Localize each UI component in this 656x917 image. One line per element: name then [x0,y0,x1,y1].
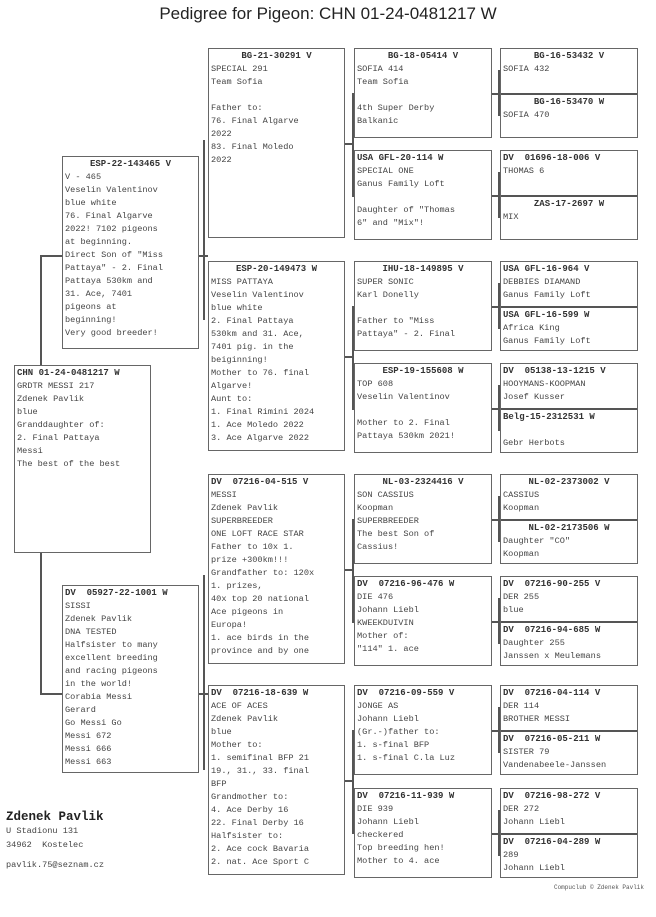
gg-grandparents-pair [500,48,638,138]
ring-number: ZAS-17-2697 W [533,199,605,209]
gg-grandparent-sire[interactable] [501,151,637,195]
ring-number: BG-21-30291 V [241,51,312,61]
gg-grandparents-pair [500,685,638,775]
great-grandparent-card[interactable] [354,685,492,775]
ring-number: NL-02-2173506 W [528,523,610,533]
bird-info-line [357,302,489,315]
ring-number: USA GFL-16-599 W [503,310,590,320]
bird-info-line: SISTER 79 [503,747,550,757]
great-grandparent-card[interactable] [354,150,492,240]
gg-grandparent-dam[interactable] [501,93,637,137]
bird-info-line: 6" and "Mix"! [357,218,425,228]
bird-info-line: 289 [503,850,519,860]
bird-info-line: Messi 672 [65,731,112,741]
ring-number: BG-18-05414 V [387,51,459,61]
great-grandparent-card[interactable] [354,474,492,564]
bird-info-line: Ganus Family Loft [503,290,591,300]
great-grandparent-card[interactable] [354,48,492,138]
bird-info-line: 1. Ace Moledo 2022 [211,420,304,430]
gg-grandparent-dam[interactable] [501,833,637,877]
bird-info-line: Pattaya" - 2. Final [357,329,455,339]
gg-grandparent-sire[interactable] [501,789,637,833]
bird-info-line: Gerard [65,705,96,715]
bird-info-line: Johann Liebl [357,714,419,724]
gg-grandparents-pair [500,474,638,564]
bird-info-line: Corabia Messi [65,692,133,702]
grandparent-card[interactable] [208,685,345,875]
owner-address-1: U Stadionu 131 [6,826,79,836]
bird-info-line: Mother to 76. final [211,368,309,378]
bird-info-line: checkered [357,830,404,840]
bird-info-line: Mother to 2. Final [357,418,450,428]
connector-line [498,598,500,644]
bird-info-line: DER 272 [503,804,540,814]
bird-info-line: 83. Final Moledo [211,142,294,152]
bird-info-line: Father to: [211,103,263,113]
bird-info-line: DER 114 [503,701,540,711]
bird-info-line: DEBBIES DIAMAND [503,277,581,287]
ring-number: DV 05138-13-1215 V [503,366,606,376]
bird-info-line: Grandmother to: [211,792,289,802]
bird-info-line: Pattaya" - 2. Final [65,263,163,273]
bird-info-line: Vandenabeele-Janssen [503,760,607,770]
bird-info-line: THOMAS 6 [503,166,545,176]
bird-info-line: Koopman [357,503,394,513]
bird-info-line: The best Son of [357,529,435,539]
ring-number: IHU-18-149895 V [382,264,464,274]
bird-info-line: DER 255 [503,592,540,602]
bird-info-line: and racing pigeons [65,666,158,676]
bird-info-line: beginning! [65,315,117,325]
owner-info [6,810,104,872]
bird-info-line: SUPER SONIC [357,277,414,287]
ring-number: DV 07216-94-685 W [503,625,601,635]
ring-number: DV 07216-04-289 W [503,837,601,847]
connector-line [498,810,500,856]
bird-info-line: at beginning. [65,237,133,247]
ring-number: Belg-15-2312531 W [503,412,595,422]
bird-info-line: Very good breeder! [65,328,158,338]
connector-line [40,255,62,257]
sire-card[interactable] [62,156,199,349]
gg-grandparents-pair [500,261,638,351]
bird-info-line: 530km and 31. Ace, [211,329,304,339]
bird-info-line: Ganus Family Loft [357,179,445,189]
bird-info-line: SUPERBREEDER [357,516,419,526]
connector-line [352,519,354,623]
bird-info-line: 76. Final Algarve [65,211,153,221]
bird-info-line: 22. Final Derby 16 [211,818,304,828]
gg-grandparent-dam[interactable] [501,195,637,239]
bird-info-line: BROTHER MESSI [503,714,571,724]
bird-info-line: Team Sofia [211,77,263,87]
grandparent-card[interactable] [208,48,345,238]
bird-info-line: HOOYMANS-KOOPMAN [503,379,586,389]
great-grandparent-card[interactable] [354,261,492,351]
ring-number: DV 07216-18-639 W [211,688,309,698]
bird-info-line: prize +300km!!! [211,555,289,565]
gg-grandparent-sire[interactable] [501,475,637,519]
bird-info-line: Mother of: [357,631,409,641]
great-grandparent-card[interactable] [354,788,492,878]
bird-info-line: blue [503,605,524,615]
bird-info-line: 7401 pig. in the [211,342,294,352]
bird-info-line: TOP 608 [357,379,394,389]
bird-info-line: Top breeding hen! [357,843,445,853]
bird-info-line: 40x top 20 national [211,594,309,604]
gg-grandparent-sire[interactable] [501,686,637,730]
bird-info-line: beiginning! [211,355,268,365]
ring-number: CHN 01-24-0481217 W [17,368,120,378]
bird-info-line: province and by one [211,646,309,656]
gg-grandparent-dam[interactable] [501,519,637,563]
ring-number: DV 07216-11-939 W [357,791,455,801]
bird-info-line: blue white [211,303,263,313]
connector-line [498,172,500,218]
bird-info-line: 2. Final Pattaya [211,316,294,326]
bird-info-line: Johann Liebl [503,817,565,827]
bird-info-line: SUPERBREEDER [211,516,273,526]
bird-info-line: "114" 1. ace [357,644,419,654]
bird-info-line: 19., 31., 33. final [211,766,309,776]
bird-info-line: SON CASSIUS [357,490,414,500]
bird-info-line: 4th Super Derby [357,103,435,113]
bird-info-line: Veselin Valentinov [211,290,304,300]
connector-line [203,140,205,320]
connector-line [40,553,42,693]
bird-info-line: DIE 476 [357,592,394,602]
grandparent-card[interactable] [208,261,345,451]
bird-info-line: ACE OF ACES [211,701,268,711]
bird-info-line: Zdenek Pavlik [211,714,279,724]
ring-number: DV 01696-18-006 V [503,153,601,163]
bird-info-line: SPECIAL 291 [211,64,268,74]
bird-info-line: 1. prizes, [211,581,263,591]
bird-info-line: 2022 [211,129,232,139]
bird-info-line: blue [211,727,232,737]
bird-info-line: Koopman [503,503,540,513]
gg-grandparents-pair [500,363,638,453]
ring-number: DV 07216-04-515 V [211,477,309,487]
gg-grandparents-pair [500,788,638,878]
ring-number: BG-16-53432 V [533,51,605,61]
bird-info-line: 31. Ace, 7401 [65,289,133,299]
grandparent-card[interactable] [208,474,345,664]
connector-line [498,496,500,542]
bird-info-line: DIE 939 [357,804,394,814]
connector-line [352,306,354,410]
connector-line [498,707,500,753]
great-grandparent-card[interactable] [354,576,492,666]
bird-info-line: blue white [65,198,117,208]
bird-info-line: MISS PATTAYA [211,277,273,287]
bird-info-line: Grandfather to: 120x [211,568,315,578]
bird-info-line: BFP [211,779,227,789]
bird-info-line: SOFIA 432 [503,64,550,74]
ring-number: BG-16-53470 W [533,97,605,107]
bird-info-line: SOFIA 470 [503,110,550,120]
connector-line [352,93,354,197]
bird-info-line: Zdenek Pavlik [211,503,279,513]
bird-info-line: MIX [503,212,519,222]
subject-pigeon-card[interactable] [14,365,151,553]
bird-info-line: 2022! 7102 pigeons [65,224,158,234]
bird-info-line: Veselin Valentinov [357,392,450,402]
bird-info-line: Europa! [211,620,248,630]
gg-grandparent-sire[interactable] [501,364,637,408]
bird-info-line: Daughter "CO" [503,536,571,546]
bird-info-line: Father to "Miss [357,316,435,326]
bird-info-line: JONGE AS [357,701,399,711]
bird-info-line: 4. Ace Derby 16 [211,805,289,815]
bird-info-line: Granddaughter of: [17,420,105,430]
bird-info-line: pigeons at [65,302,117,312]
page-title: Pedigree for Pigeon: CHN 01-24-0481217 W [159,4,497,23]
bird-info-line: Balkanic [357,116,399,126]
gg-grandparent-sire[interactable] [501,49,637,93]
bird-info-line: Ganus Family Loft [503,336,591,346]
bird-info-line: 1. Final Rimini 2024 [211,407,315,417]
bird-info-line: Aunt to: [211,394,253,404]
bird-info-line: Ace pigeons in [211,607,284,617]
bird-info-line [357,191,489,204]
bird-info-line: Father to 10x 1. [211,542,294,552]
connector-line [498,283,500,329]
bird-info-line: blue [17,407,38,417]
bird-info-line: excellent breeding [65,653,158,663]
bird-info-line: Mother to 4. ace [357,856,440,866]
ring-number: DV 05927-22-1001 W [65,588,168,598]
ring-number: USA GFL-16-964 V [503,264,590,274]
ring-number: DV 07216-90-255 V [503,579,601,589]
bird-info-line: Pattaya 530km 2021! [357,431,455,441]
bird-info-line: (Gr.-)father to: [357,727,440,737]
connector-line [352,730,354,834]
bird-info-line: KWEEKDUIVIN [357,618,414,628]
bird-info-line: Johann Liebl [357,605,419,615]
bird-info-line: Halfsister to many [65,640,158,650]
gg-grandparents-pair [500,150,638,240]
bird-info-line: Zdenek Pavlik [17,394,85,404]
footer-credit: Compuclub © Zdenek Pavlik [553,884,644,891]
bird-info-line: 3. Ace Algarve 2022 [211,433,309,443]
bird-info-line: 2. Final Pattaya [17,433,100,443]
dam-card[interactable] [62,585,199,773]
ring-number: ESP-20-149473 W [235,264,317,274]
bird-info-line [357,89,489,102]
bird-info-line: SOFIA 414 [357,64,404,74]
bird-info-line: Daughter 255 [503,638,565,648]
gg-grandparent-dam[interactable] [501,306,637,350]
bird-info-line: SISSI [65,601,91,611]
ring-number: DV 07216-05-211 W [503,734,601,744]
gg-grandparent-dam[interactable] [501,621,637,665]
bird-info-line: Johann Liebl [357,817,419,827]
bird-info-line: 1. s-final C.la Luz [357,753,455,763]
bird-info-line: GRDTR MESSI 217 [17,381,95,391]
owner-address-2: 34962 Kostelec [6,840,84,850]
bird-info-line: 76. Final Algarve [211,116,299,126]
bird-info-line: 1. ace birds in the [211,633,309,643]
bird-info-line: Halfsister to: [211,831,284,841]
bird-info-line: Messi 663 [65,757,112,767]
bird-info-line: Daughter of "Thomas [357,205,455,215]
bird-info-line: 2022 [211,155,232,165]
bird-info-line: Koopman [503,549,540,559]
bird-info-line: Go Messi Go [65,718,122,728]
ring-number: ESP-19-155608 W [382,366,464,376]
bird-info-line: Africa King [503,323,560,333]
bird-info-line: Messi 666 [65,744,112,754]
bird-info-line: V - 465 [65,172,102,182]
bird-info-line: SPECIAL ONE [357,166,414,176]
bird-info-line: Veselin Valentinov [65,185,158,195]
ring-number: DV 07216-98-272 V [503,791,601,801]
connector-line [498,385,500,431]
bird-info-line: Johann Liebl [503,863,565,873]
bird-info-line: Mother to: [211,740,263,750]
gg-grandparent-dam[interactable] [501,730,637,774]
gg-grandparent-sire[interactable] [501,577,637,621]
bird-info-line: in the world! [65,679,133,689]
bird-info-line: Direct Son of "Miss [65,250,163,260]
ring-number: USA GFL-20-114 W [357,153,444,163]
bird-info-line: Messi [17,446,43,456]
bird-info-line [357,404,489,417]
bird-info-line [211,89,342,102]
ring-number: NL-03-2324416 V [382,477,464,487]
bird-info-line: Zdenek Pavlik [65,614,133,624]
owner-email[interactable]: pavlik.75@seznam.cz [6,860,104,870]
ring-number: ESP-22-143465 V [89,159,171,169]
bird-info-line: Team Sofia [357,77,409,87]
bird-info-line: Karl Donelly [357,290,419,300]
bird-info-line: ONE LOFT RACE STAR [211,529,304,539]
gg-grandparent-dam[interactable] [501,408,637,452]
bird-info-line: Gebr Herbots [503,438,565,448]
connector-line [40,693,62,695]
bird-info-line: 1. semifinal BFP 21 [211,753,309,763]
gg-grandparent-sire[interactable] [501,262,637,306]
bird-info-line: Josef Kusser [503,392,565,402]
owner-name: Zdenek Pavlik [6,810,104,824]
bird-info-line: CASSIUS [503,490,540,500]
connector-line [498,70,500,116]
bird-info-line: The best of the best [17,459,121,469]
connector-line [203,575,205,770]
ring-number: DV 07216-96-476 W [357,579,455,589]
bird-info-line: 2. Ace cock Bavaria [211,844,309,854]
gg-grandparents-pair [500,576,638,666]
connector-line [40,255,42,365]
bird-info-line: Algarve! [211,381,253,391]
bird-info-line: 1. s-final BFP [357,740,430,750]
bird-info-line: Cassius! [357,542,399,552]
ring-number: DV 07216-04-114 V [503,688,601,698]
bird-info-line: Janssen x Meulemans [503,651,601,661]
bird-info-line: DNA TESTED [65,627,117,637]
bird-info-line: MESSI [211,490,237,500]
bird-info-line [503,424,635,437]
bird-info-line: Pattaya 530km and [65,276,153,286]
bird-info-line: 2. nat. Ace Sport C [211,857,309,867]
great-grandparent-card[interactable] [354,363,492,453]
ring-number: NL-02-2373002 V [528,477,610,487]
ring-number: DV 07216-09-559 V [357,688,455,698]
